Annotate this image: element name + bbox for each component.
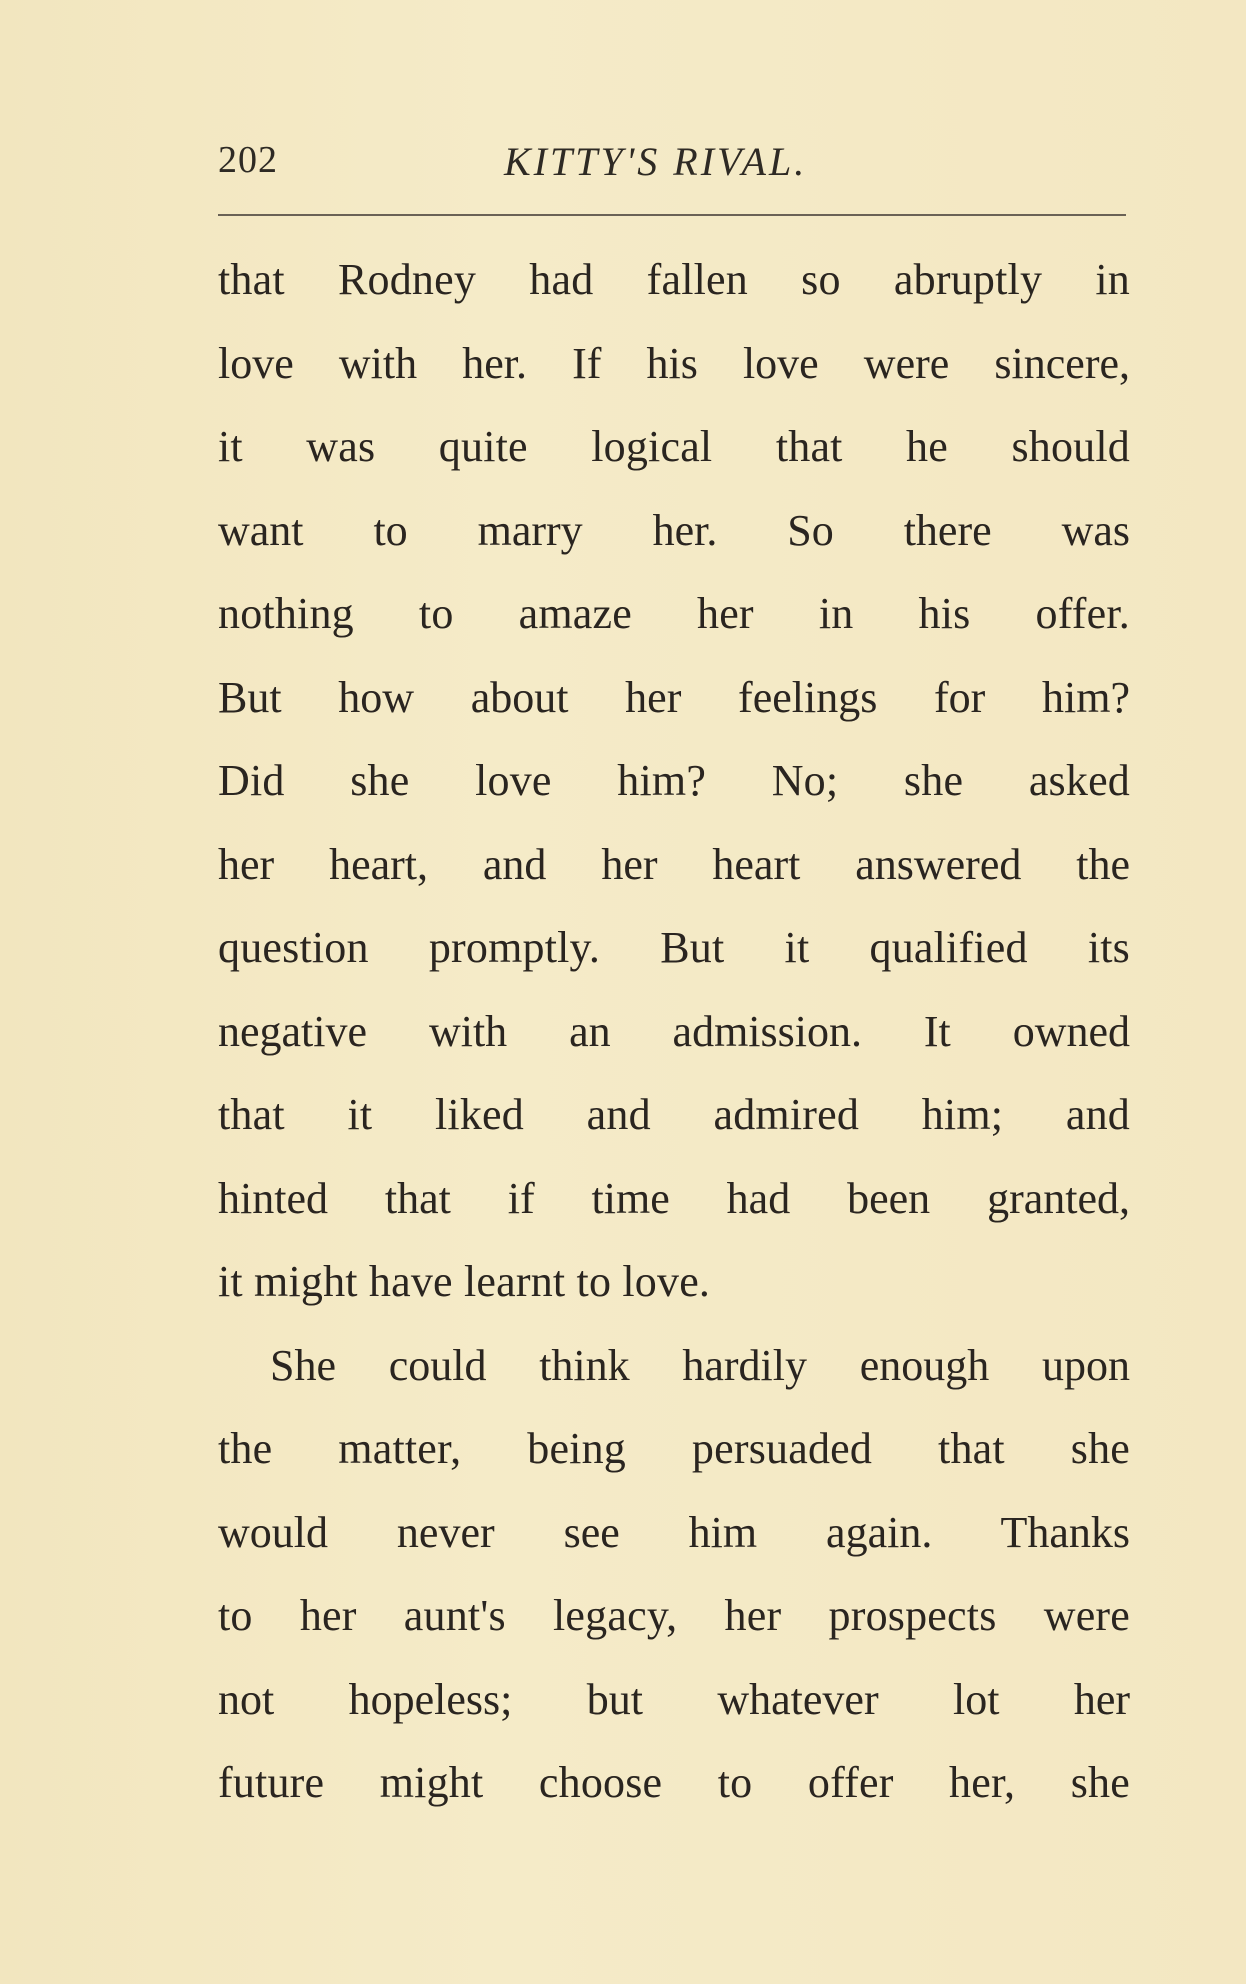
page-number: 202 xyxy=(218,139,278,181)
text-line: want to marry her. So there was xyxy=(218,505,1130,555)
body-text xyxy=(218,238,1130,1825)
text-line-paragraph-end: it might have learnt to love. xyxy=(218,1257,711,1306)
text-line: that Rodney had fallen so abruptly in xyxy=(218,255,1130,304)
running-head xyxy=(218,130,1126,190)
text-line: negative with an admission. It owned xyxy=(218,1006,1130,1056)
text-line: hinted that if time had been granted, xyxy=(218,1173,1130,1223)
text-line: the matter, being persuaded that she xyxy=(218,1424,1130,1473)
header-rule xyxy=(218,214,1126,216)
text-line: not hopeless; but whatever lot her xyxy=(218,1674,1130,1724)
running-title: KITTY'S RIVAL. xyxy=(504,139,808,184)
text-line: Did she love him? No; she asked xyxy=(218,756,1130,805)
text-line: her heart, and her heart answered the xyxy=(218,839,1130,889)
text-line: love with her. If his love were sincere, xyxy=(218,338,1130,388)
text-line: nothing to amaze her in his offer. xyxy=(218,589,1130,638)
text-line-paragraph-start: She could think hardily enough upon xyxy=(270,1340,1130,1390)
text-line: that it liked and admired him; and xyxy=(218,1090,1130,1139)
text-line: But how about her feelings for him? xyxy=(218,672,1130,722)
text-line: question promptly. But it qualified its xyxy=(218,923,1130,972)
text-line: it was quite logical that he should xyxy=(218,422,1130,471)
text-line: to her aunt's legacy, her prospects were xyxy=(218,1591,1130,1640)
text-line: would never see him again. Thanks xyxy=(218,1507,1130,1557)
text-line: future might choose to offer her, she xyxy=(218,1758,1130,1807)
